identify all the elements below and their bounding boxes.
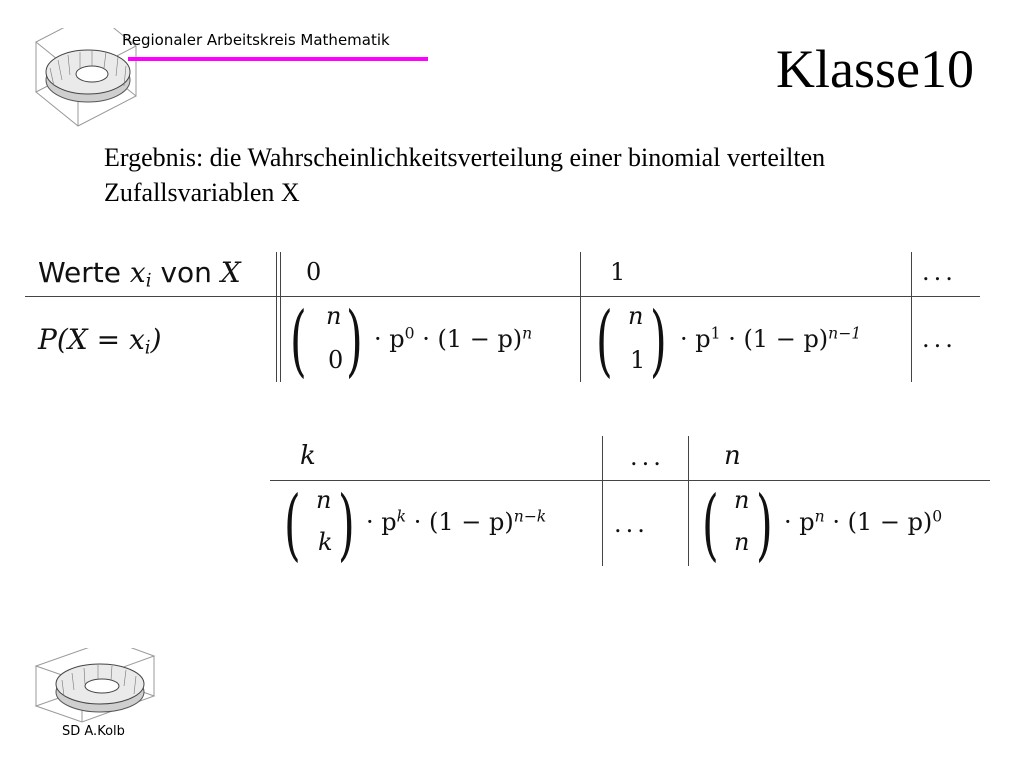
binom2-top: n [628,302,644,330]
table2-header-ellipsis: ... [630,443,665,471]
binom2-right-paren: ) [650,296,667,386]
table2-header-n: n [724,441,741,471]
org-label: Regionaler Arbeitskreis Mathematik [122,31,390,49]
table2-col-rule-1 [602,436,603,566]
table1-row1-label: Werte $x_i$ von X [38,256,241,292]
table1-value-1: 1 [610,258,626,286]
binom-n-top: n [734,486,750,514]
binom1-top: n [326,302,342,330]
binom-k-right-paren: ) [338,480,355,570]
binom1-right-paren: ) [346,296,363,386]
binom-n-right-paren: ) [756,480,773,570]
table2-header-rule [270,480,990,481]
binom-k-top: n [316,486,332,514]
binom-n-bottom: n [734,528,750,556]
binom2-expression: · $p^1 \cdot (1 - p)^{n-1}$ [680,324,862,353]
binom-n-left-paren: ( [702,480,719,570]
table1-double-rule-b [280,252,281,382]
intro-text: Ergebnis: die Wahrscheinlichkeitsverteilung einer binomial verteilten Zufallsvariablen X [104,143,826,207]
table1-row2-label: $P(X = x_i)$ [38,323,162,359]
table2-ellipsis-row2: ... [614,510,649,538]
table1-header-rule [25,296,980,297]
table2-header-k: k [300,441,316,471]
table1-double-rule-a [276,252,277,382]
binom2-left-paren: ( [596,296,613,386]
binom1-expression: · $p^0 \cdot (1 - p)^n$ [374,324,533,353]
page-title: Klasse10 [776,39,974,99]
binom1-left-paren: ( [290,296,307,386]
table1-col-rule-2 [911,252,912,382]
table1-ellipsis-header: ... [922,258,957,286]
binom1-bottom: 0 [328,346,344,374]
binom-n-expression: · $p^n \cdot (1 - p)^0$ [784,507,943,536]
torus-in-box-icon [30,648,160,726]
footer-author: SD A.Kolb [62,724,125,739]
binom-k-bottom: k [318,528,333,556]
binom2-bottom: 1 [630,346,646,374]
table1-value-0: 0 [306,258,322,286]
table2-col-rule-2 [688,436,689,566]
accent-underline [128,57,428,61]
table1-col-rule-1 [580,252,581,382]
binom-k-left-paren: ( [284,480,301,570]
table1-ellipsis-row2: ... [922,325,957,353]
binom-k-expression: · $p^k \cdot (1 - p)^{n-k}$ [366,507,547,536]
